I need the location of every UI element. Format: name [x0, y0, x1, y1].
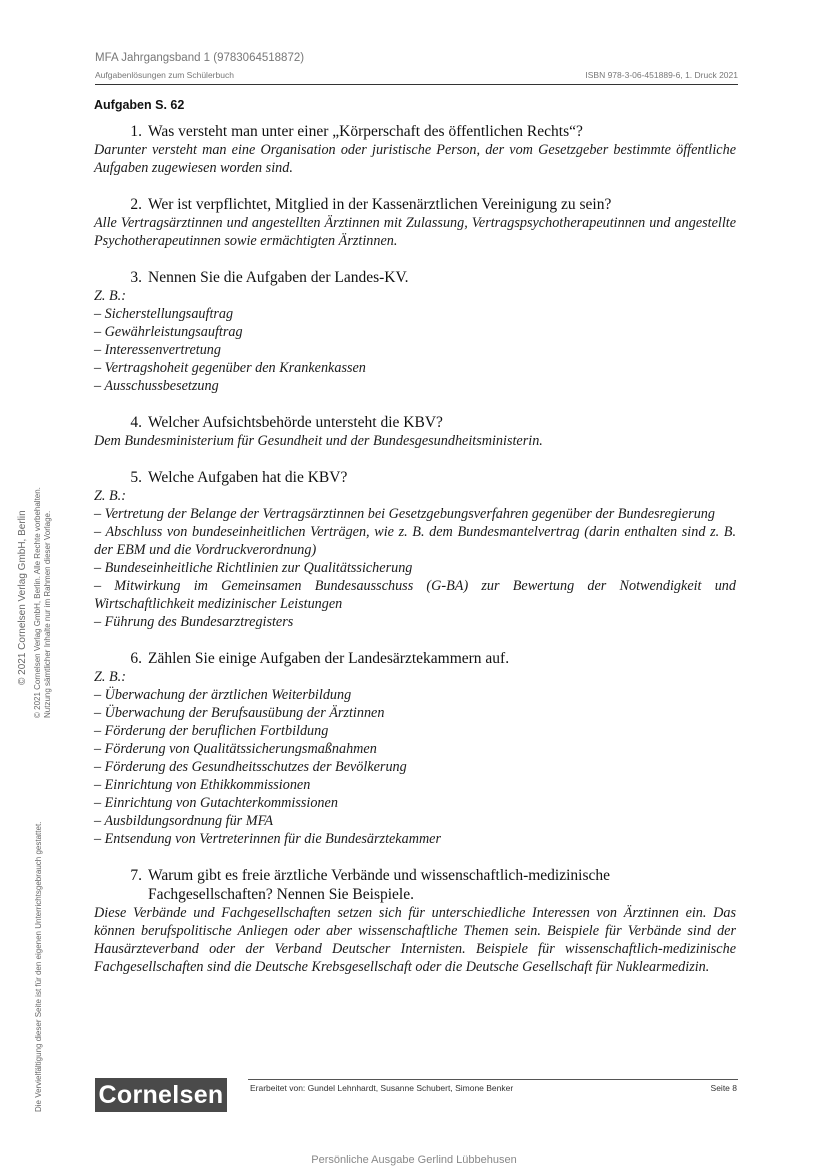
answer-line: – Interessenvertretung — [94, 342, 221, 358]
question — [94, 195, 736, 214]
answer-line: – Einrichtung von Gutachterkommissionen — [94, 795, 338, 811]
answer-line: Z. B.: — [94, 488, 126, 504]
answer-line: – Vertragshoheit gegenüber den Krankenkassen — [94, 360, 366, 376]
answer-line: – Überwachung der Berufsausübung der Ärztinnen — [94, 705, 385, 721]
question-block — [94, 468, 736, 631]
answer — [94, 287, 736, 395]
question — [94, 649, 736, 668]
answer-line: Z. B.: — [94, 669, 126, 685]
side-copyright: © 2021 Cornelsen Verlag GmbH, Berlin — [17, 510, 28, 685]
answer — [94, 487, 736, 631]
question-number: 5. — [130, 469, 142, 486]
question-block — [94, 122, 736, 177]
footer-divider — [248, 1079, 738, 1080]
question-block — [94, 866, 736, 976]
question-text: Was versteht man unter einer „Körperschaft des öffentlichen Rechts“? — [148, 123, 583, 140]
answer-line: Alle Vertragsärztinnen und angestellten Ärztinnen mit Zulassung, Vertragspsychotherapeutinnen und angestellte Psychotherapeutinnen sowie ermächtigten Ärztinnen. — [94, 215, 736, 249]
side-copy-note: Die Vervielfältigung dieser Seite ist für den eigenen Unterrichtsgebrauch gestattet. — [34, 821, 43, 1112]
answer — [94, 214, 736, 250]
answer-line: – Ausbildungsordnung für MFA — [94, 813, 274, 829]
answer-line: – Abschluss von bundeseinheitlichen Verträgen, wie z. B. dem Bundesmantelvertrag (darin enthalten sind z. B. der EBM und die Vordruckverordnung) — [94, 524, 736, 558]
question — [94, 268, 736, 287]
cornelsen-logo: Cornelsen — [95, 1078, 227, 1112]
header-subtitle-row — [95, 70, 738, 80]
answer — [94, 668, 736, 848]
question-block — [94, 649, 736, 848]
question-number: 2. — [130, 196, 142, 213]
answer-line: – Sicherstellungsauftrag — [94, 306, 234, 322]
question-text: Nennen Sie die Aufgaben der Landes-KV. — [148, 269, 409, 286]
question-text: Wer ist verpflichtet, Mitglied in der Kassenärztlichen Vereinigung zu sein? — [148, 196, 612, 213]
header-divider — [95, 84, 738, 85]
footer-credit: Erarbeitet von: Gundel Lehnhardt, Susanne Schubert, Simone Benker — [250, 1083, 514, 1093]
question-number: 4. — [130, 414, 142, 431]
answer-line: – Förderung der beruflichen Fortbildung — [94, 723, 329, 739]
answer-line: – Führung des Bundesarztregisters — [94, 614, 294, 630]
question — [94, 866, 736, 904]
header-title: MFA Jahrgangsband 1 (9783064518872) — [95, 52, 305, 64]
page-content — [94, 98, 736, 994]
question — [94, 468, 736, 487]
question-number: 7. — [130, 867, 142, 884]
header-subtitle: Aufgabenlösungen zum Schülerbuch — [95, 70, 234, 80]
answer-line: – Vertretung der Belange der Vertragsärztinnen bei Gesetzgebungsverfahren gegenüber der Bundesregierung — [94, 506, 715, 522]
answer-line: – Förderung von Qualitätssicherungsmaßnahmen — [94, 741, 377, 757]
answer-line: Darunter versteht man eine Organisation oder juristische Person, der vom Gesetzgeber bestimmte öffentliche Aufgaben zugewiesen worden sind. — [94, 142, 736, 176]
question-number: 6. — [130, 650, 142, 667]
question — [94, 413, 736, 432]
answer-line: Diese Verbände und Fachgesellschaften setzen sich für unterschiedliche Interessen von Ärztinnen ein. Das können berufspolitische Anliegen oder aber wissenschaftliche Themen sein. Beispiele für Verbände sind der Hausärzteverband oder der Verband Deutscher Internisten. Beispiele für wissenschaftlich-medizinische Fachgesellschaften sind die Deutsche Krebsgesellschaft oder die Deutsche Gesellschaft für Nuklearmedizin. — [94, 905, 736, 975]
question-block — [94, 413, 736, 450]
answer-line: – Bundeseinheitliche Richtlinien zur Qualitätssicherung — [94, 560, 413, 576]
side-rights-line-1: © 2021 Cornelsen Verlag GmbH, Berlin. Alle Rechte vorbehalten. — [33, 487, 42, 718]
answer-line: – Überwachung der ärztlichen Weiterbildung — [94, 687, 352, 703]
answer — [94, 904, 736, 976]
question-block — [94, 195, 736, 250]
answer-line: Z. B.: — [94, 288, 126, 304]
answer-line: – Mitwirkung im Gemeinsamen Bundesausschuss (G-BA) zur Bewertung der Notwendigkeit und Wirtschaftlichkeit medizinischer Leistungen — [94, 578, 736, 612]
section-title: Aufgaben S. 62 — [94, 98, 185, 112]
side-rights-line-2: Nutzung sämtlicher Inhalte nur im Rahmen dieser Vorlage. — [43, 510, 52, 718]
answer — [94, 432, 736, 450]
answer-line: – Gewährleistungsauftrag — [94, 324, 243, 340]
answer-line: – Ausschussbesetzung — [94, 378, 219, 394]
personal-edition-note: Persönliche Ausgabe Gerlind Lübbehusen — [311, 1154, 517, 1166]
question-text: Welcher Aufsichtsbehörde untersteht die KBV? — [148, 414, 443, 431]
answer-line: – Einrichtung von Ethikkommissionen — [94, 777, 311, 793]
answer-line: Dem Bundesministerium für Gesundheit und der Bundesgesundheitsministerin. — [94, 433, 543, 449]
question-text: Warum gibt es freie ärztliche Verbände und wissenschaftlich-medizinische Fachgesellschaften? Nennen Sie Beispiele. — [148, 867, 611, 903]
answer-line: – Förderung des Gesundheitsschutzes der Bevölkerung — [94, 759, 407, 775]
side-rights — [33, 487, 53, 718]
question-number: 1. — [130, 123, 142, 140]
question — [94, 122, 736, 141]
question-list — [94, 122, 736, 976]
question-text: Zählen Sie einige Aufgaben der Landesärztekammern auf. — [148, 650, 510, 667]
question-block — [94, 268, 736, 395]
question-number: 3. — [130, 269, 142, 286]
header-isbn: ISBN 978-3-06-451889-6, 1. Druck 2021 — [585, 70, 738, 80]
answer-line: – Entsendung von Vertreterinnen für die Bundesärztekammer — [94, 831, 442, 847]
answer — [94, 141, 736, 177]
question-text: Welche Aufgaben hat die KBV? — [148, 469, 348, 486]
page-number: Seite 8 — [710, 1083, 737, 1093]
